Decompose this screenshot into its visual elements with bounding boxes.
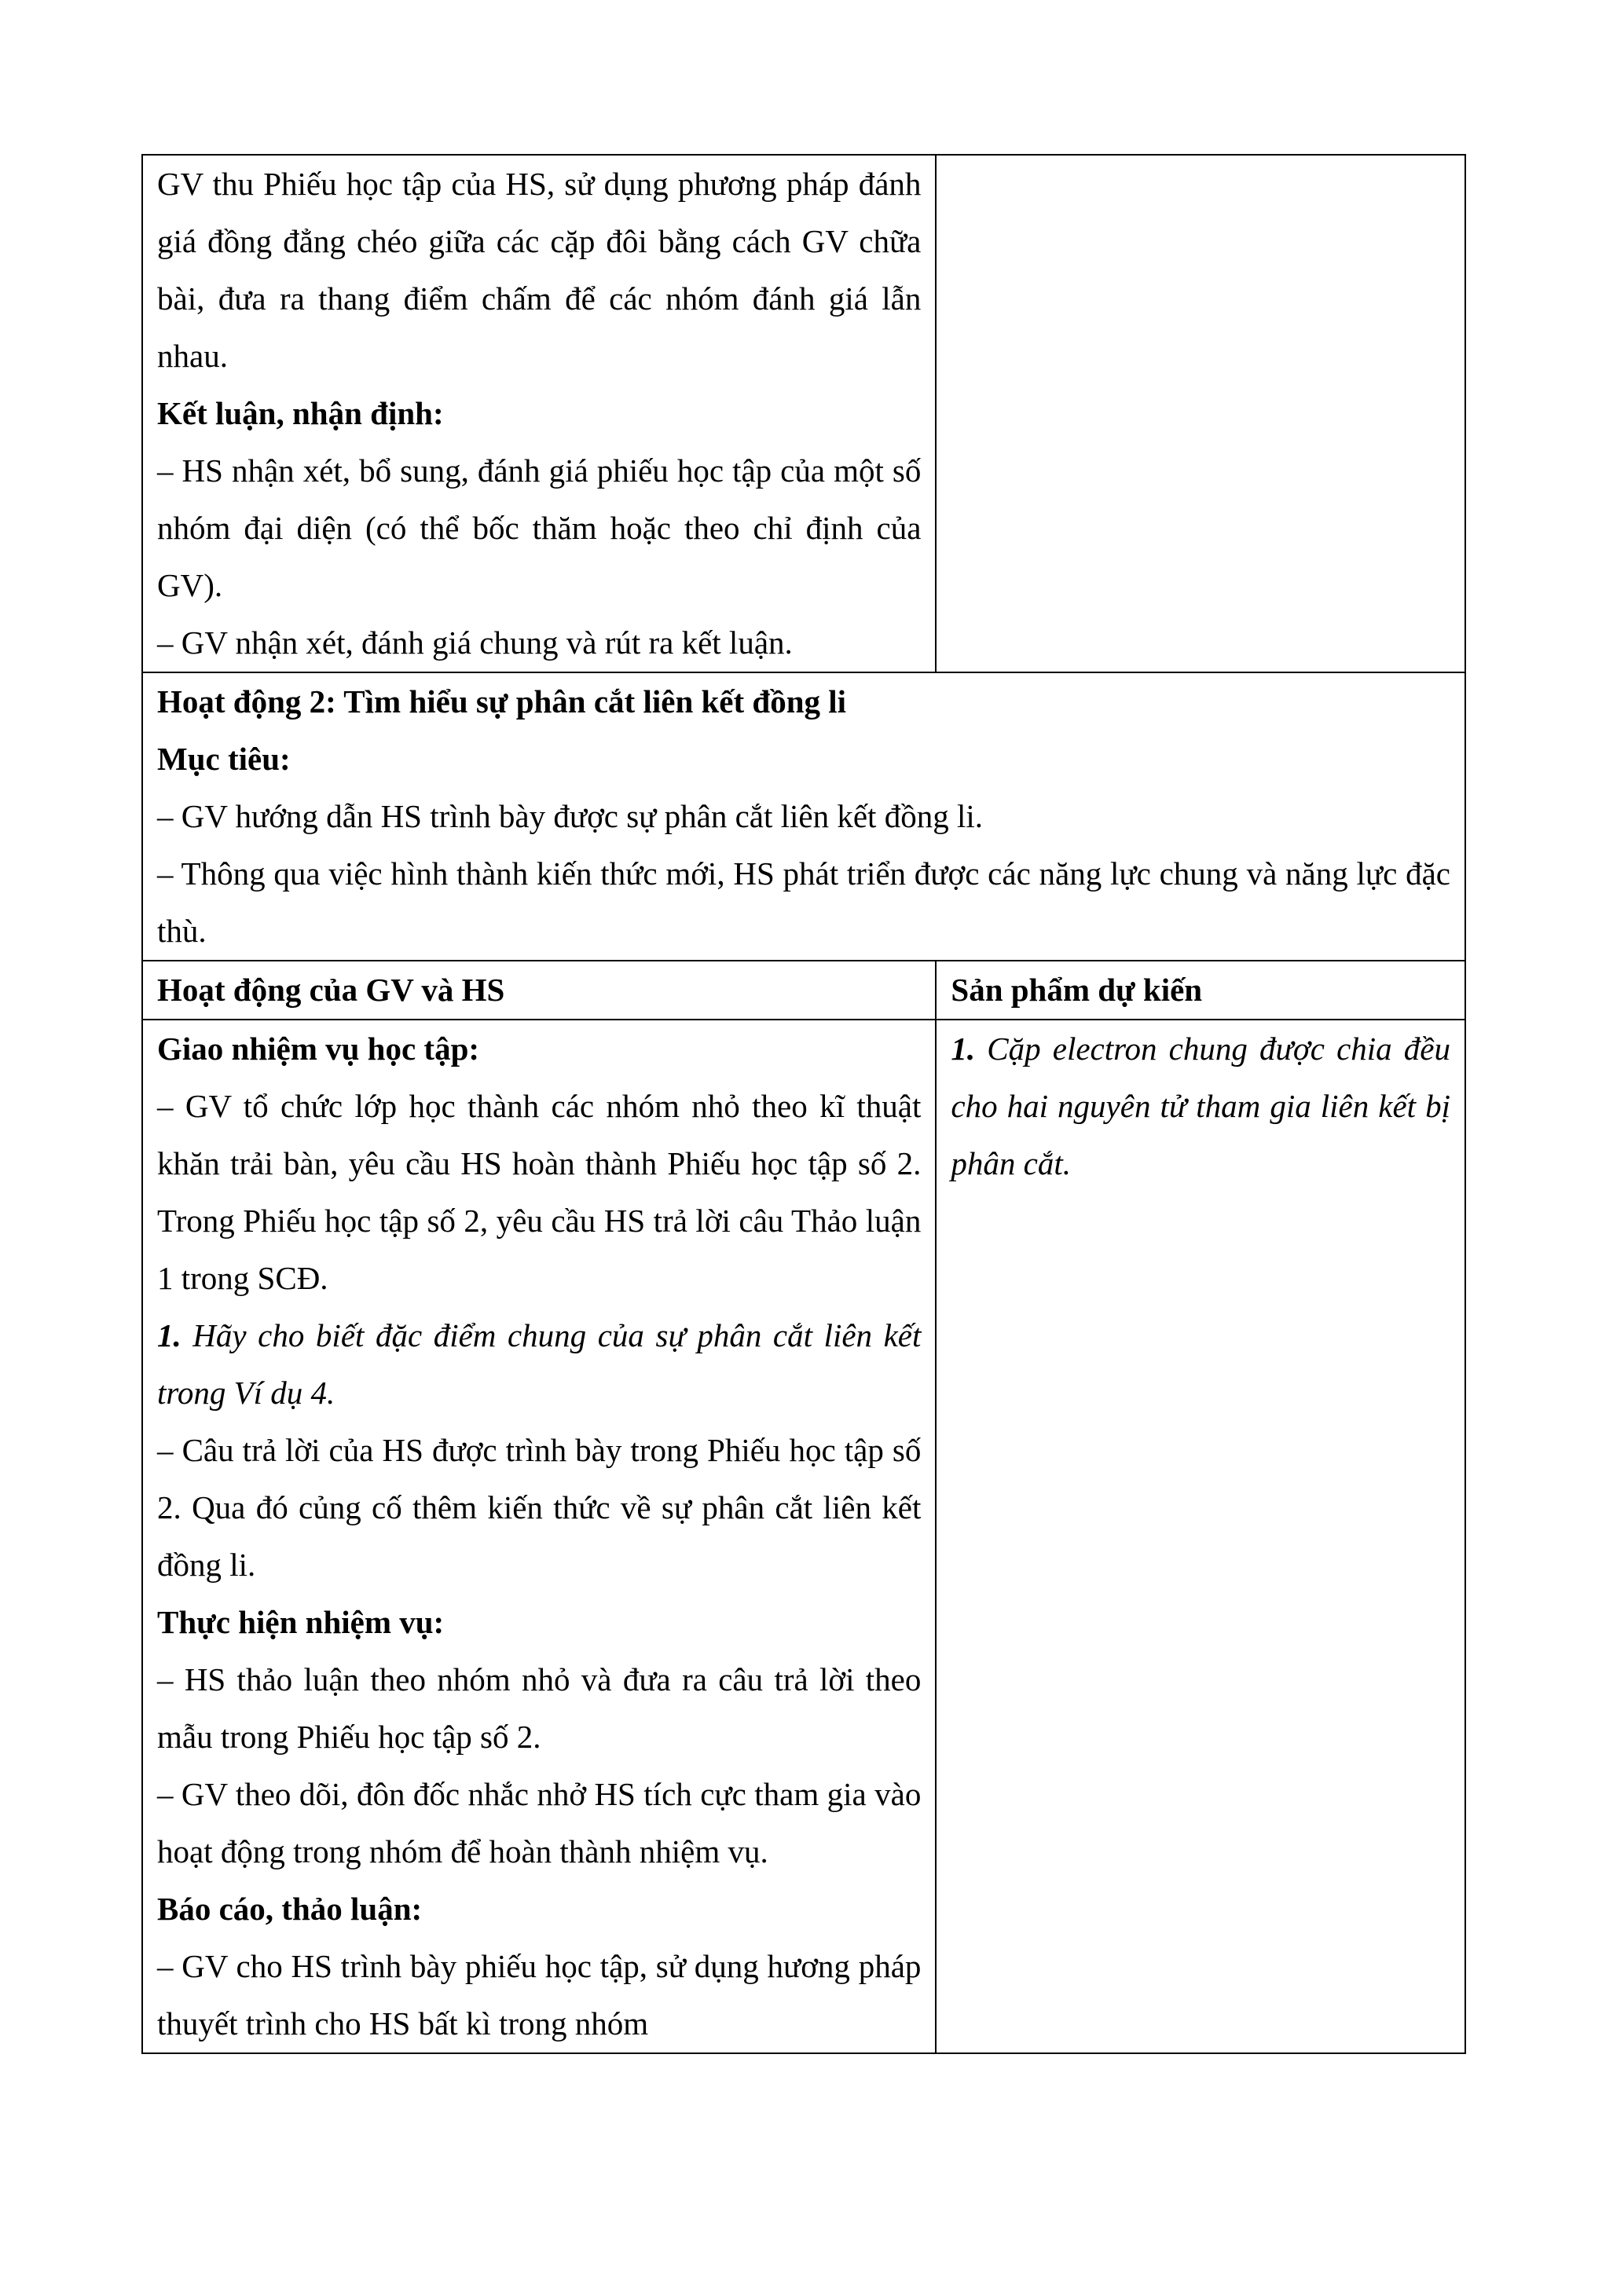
expected-answer [951,1020,1450,1192]
bullet-item: – GV tổ chức lớp học thành các nhóm nhỏ theo kĩ thuật khăn trải bàn, yêu cầu HS hoàn thành Phiếu học tập số 2. Trong Phiếu học tập số 2, yêu cầu HS trả lời câu Thảo luận 1 trong SCĐ. [157,1088,922,1296]
header-cell: Hoạt động của GV và HS [142,961,936,1020]
left-cell [142,155,936,672]
right-cell [936,155,1465,672]
table-header-row [142,961,1465,1020]
activity-title: Hoạt động 2: Tìm hiểu sự phân cắt liên kết đồng li [157,683,847,720]
section-heading: Kết luận, nhận định: [157,395,444,431]
table-row [142,1020,1465,2053]
table-row [142,155,1465,672]
activity-cell [142,672,1465,961]
bullet-item: – GV cho HS trình bày phiếu học tập, sử dụng hương pháp thuyết trình cho HS bất kì trong nhóm [157,1948,922,2041]
section-heading: Thực hiện nhiệm vụ: [157,1604,445,1640]
bullet-item: – HS thảo luận theo nhóm nhỏ và đưa ra câu trả lời theo mẫu trong Phiếu học tập số 2. [157,1661,922,1755]
question-text: Hãy cho biết đặc điểm chung của sự phân cắt liên kết trong Ví dụ 4. [157,1317,922,1411]
header-cell: Sản phẩm dự kiến [936,961,1465,1020]
bullet-item: – GV hướng dẫn HS trình bày được sự phân cắt liên kết đồng li. [157,798,983,834]
paragraph: GV thu Phiếu học tập của HS, sử dụng phương pháp đánh giá đồng đẳng chéo giữa các cặp đôi bằng cách GV chữa bài, đưa ra thang điểm chấm để các nhóm đánh giá lẫn nhau. [157,166,922,374]
left-cell [142,1020,936,2053]
question [157,1307,921,1422]
table-row [142,672,1465,961]
bullet-item: – Câu trả lời của HS được trình bày trong Phiếu học tập số 2. Qua đó củng cố thêm kiến thức về sự phân cắt liên kết đồng li. [157,1432,922,1583]
section-heading: Giao nhiệm vụ học tập: [157,1031,480,1067]
section-heading: Báo cáo, thảo luận: [157,1891,423,1927]
bullet-item: – HS nhận xét, bổ sung, đánh giá phiếu học tập của một số nhóm đại diện (có thể bốc thăm hoặc theo chỉ định của GV). [157,452,922,603]
right-cell [936,1020,1465,2053]
bullet-item: – GV theo dõi, đôn đốc nhắc nhở HS tích cực tham gia vào hoạt động trong nhóm để hoàn thành nhiệm vụ. [157,1776,922,1869]
lesson-table [141,154,1466,2054]
section-heading: Mục tiêu: [157,741,291,777]
answer-number: 1. [951,1031,976,1067]
bullet-item: – Thông qua việc hình thành kiến thức mới, HS phát triển được các năng lực chung và năng lực đặc thù. [157,855,1450,949]
question-number: 1. [157,1317,181,1353]
bullet-item: – GV nhận xét, đánh giá chung và rút ra kết luận. [157,624,793,661]
answer-text: Cặp electron chung được chia đều cho hai nguyên tử tham gia liên kết bị phân cắt. [951,1031,1450,1181]
document-page [141,154,1466,2054]
